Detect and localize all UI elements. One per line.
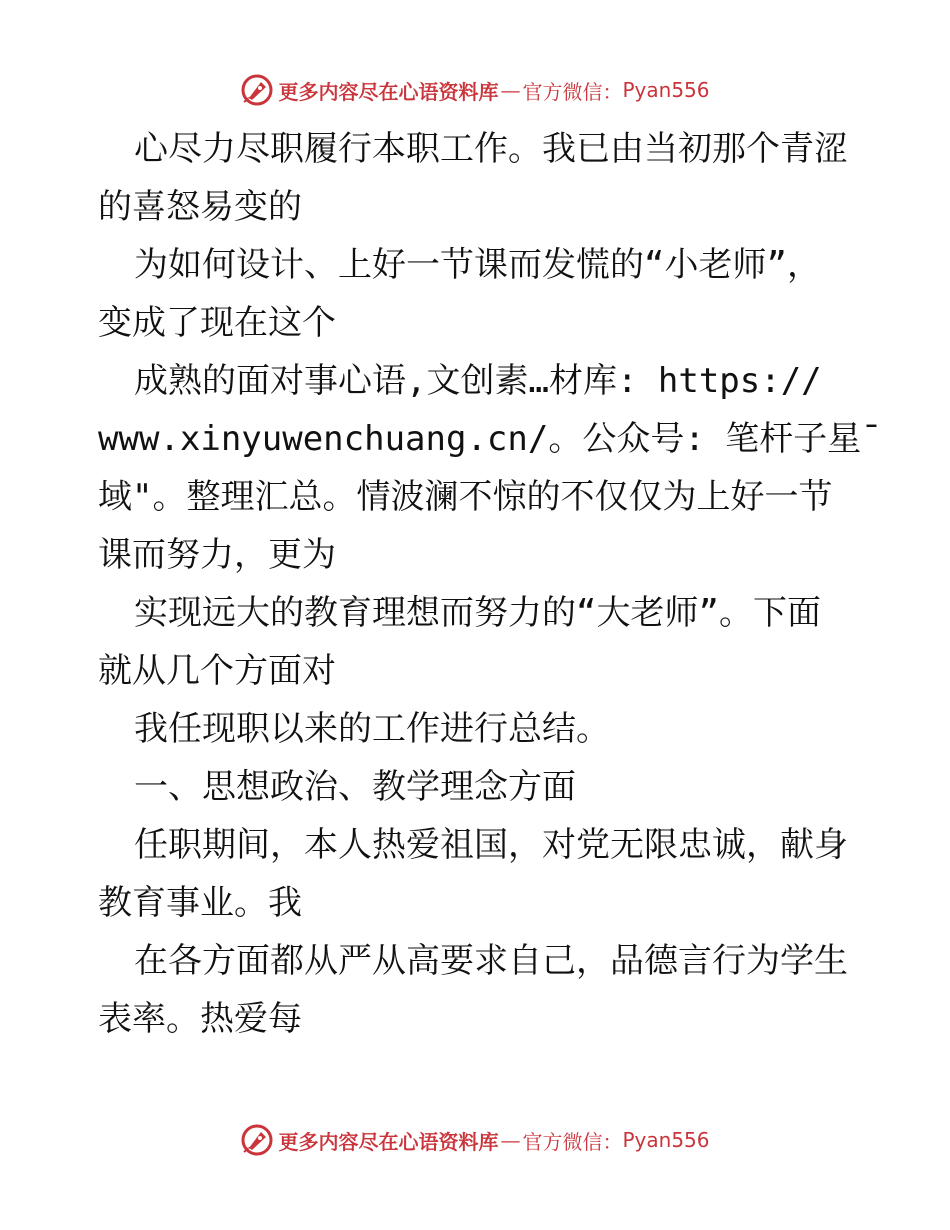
header-wechat-id: Pyan556 <box>622 78 710 102</box>
body-line: 我任现职以来的工作进行总结。 <box>134 709 610 749</box>
footer-separator: — <box>500 1128 521 1152</box>
body-line: 就从几个方面对 <box>98 651 336 691</box>
header-site-text: 更多内容尽在心语资料库 <box>278 79 499 104</box>
header-wechat-label: 官方微信： <box>522 79 623 104</box>
body-line: 域"。整理汇总。情波澜不惊的不仅仅为上好一节 <box>98 477 833 517</box>
body-line: 的喜怒易变的 <box>98 187 302 227</box>
body-line: 表率。热爱每 <box>98 999 302 1039</box>
pen-nib-circle-logo-icon <box>240 73 274 107</box>
body-line: 在各方面都从严从高要求自己，品德言行为学生 <box>134 941 848 981</box>
header-banner <box>0 70 950 110</box>
footer-wechat-id: Pyan556 <box>622 1128 710 1152</box>
body-line: 为如何设计、上好一节课而发慌的“小老师”， <box>134 245 821 285</box>
header-separator: — <box>500 78 521 102</box>
body-line: 实现远大的教育理想而努力的“大老师”。下面 <box>134 593 821 633</box>
document-body <box>98 120 882 1048</box>
body-line: 课而努力，更为 <box>98 535 336 575</box>
footer-wechat-label: 官方微信： <box>522 1129 623 1154</box>
footer-site-text: 更多内容尽在心语资料库 <box>278 1129 499 1154</box>
footer-banner <box>0 1120 950 1160</box>
pen-nib-circle-logo-icon <box>240 1123 274 1157</box>
section-heading: 一、思想政治、教学理念方面 <box>134 767 576 807</box>
body-line: 教育事业。我 <box>98 883 302 923</box>
body-line: 变成了现在这个 <box>98 303 336 343</box>
body-line: www.xinyuwenchuang.cn/。公众号: 笔杆子星¯ <box>98 419 882 459</box>
body-line: 任职期间，本人热爱祖国，对党无限忠诚，献身 <box>134 825 848 865</box>
body-line: 成熟的面对事心语,文创素…材库: https:// <box>134 361 822 401</box>
body-line: 心尽力尽职履行本职工作。我已由当初那个青涩 <box>134 129 848 169</box>
